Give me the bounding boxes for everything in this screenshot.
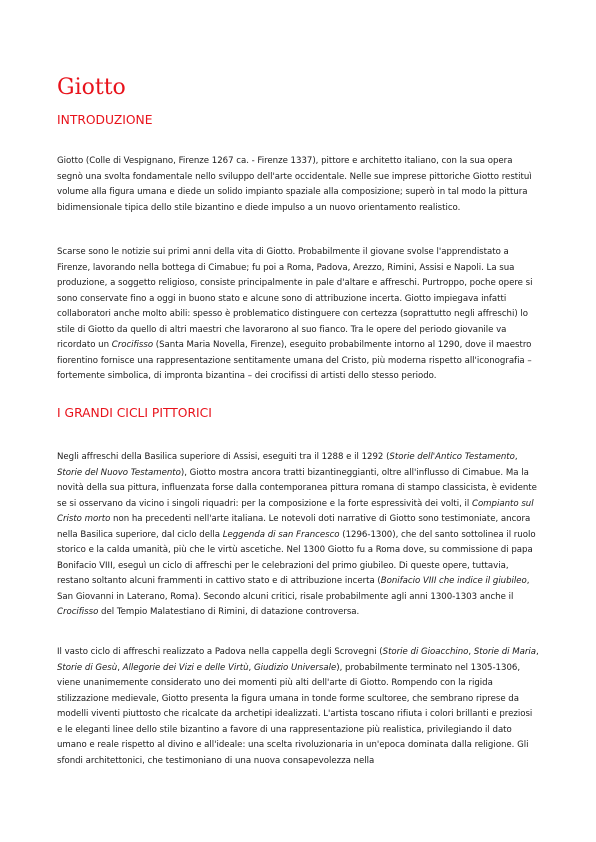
text-run: Negli affreschi della Basilica superiore di Assisi, eseguiti tra il 1288 e il 1292 ( (57, 452, 390, 462)
text-run: , (536, 647, 539, 657)
text-run: Il vasto ciclo di affreschi realizzato a Padova nella cappella degli Scrovegni ( (57, 647, 383, 657)
text-run: , (117, 662, 123, 673)
text-run: non ha precedenti nell'arte italiana. Le notevoli doti narrative di Giotto sono testimoniate, ancora nella Basilica superiore, dal ciclo della (57, 514, 531, 540)
text-run: ), probabilmente terminato nel 1305-1306, viene unanimemente considerato uno dei momenti più alti dell'arte di Giotto. Rompendo con la rigida stilizzazione medievale, Giotto presenta la figura umana in tonde forme scultoree, che sembrano riprese da modelli viventi piuttosto che ricalcate da archetipi idealizzati. L'artista toscano rifiuta i colori brillanti e preziosi e le eleganti linee dello stile bizantino a favore di una rappresentazione più realistica, privilegiando il dato umano e reale rispetto al divino e all'ideale: una scelta rivoluzionaria in un'epoca dominata dalla religione. Gli sfondi architettonici, che testimoniano di una nuova consapevolezza nella (57, 662, 533, 766)
italic-title: Crocifisso (57, 607, 99, 617)
text-run: Giotto (Colle di Vespignano, Firenze 1267 ca. - Firenze 1337), pittore e architetto italiano, con la sua opera segnò una svolta fondamentale nello sviluppo dell'arte occidentale. Nelle sue imprese pittoriche Giotto restituì volume alla figura umana e diede un solido impianto spaziale alla composizione; superò in tal modo la pittura bidimensionale tipica dello stile bizantino e diede impulso a un nuovo orientamento realistico. (57, 156, 532, 213)
section-heading-grandi-cicli: I GRANDI CICLI PITTORICI (57, 406, 212, 420)
italic-title: Bonifacio VIII che indice il giubileo (380, 576, 527, 586)
page-title: Giotto (57, 75, 126, 100)
italic-title: Leggenda di san Francesco (222, 529, 340, 540)
text-run: , (514, 452, 518, 462)
text-run: del Tempio Malatestiano di Rimini, di datazione controversa. (98, 607, 360, 617)
text-run: (Santa Maria Novella, Firenze), eseguito probabilmente intorno al 1290, dove il maestro fiorentino fornisce una rappresentazione sentitamente umana del Cristo, più moderna rispetto all'iconografia – fortemente simbolica, di impronta bizantina – dei crocifissi di artisti dello stesso periodo. (57, 340, 532, 381)
italic-title: Storie del Nuovo Testamento (57, 467, 181, 478)
italic-title: Allegorie dei Vizi e delle Virtù (122, 662, 249, 673)
italic-title: Giudizio Universale (253, 662, 337, 673)
text-run: ), Giotto mostra ancora tratti bizantineggianti, oltre all'influsso di Cimabue. Ma la novità della sua pittura, influenzata forse dalla contemporanea pittura romana di stampo classicista, è evidente se si osservano da vicino i singoli riquadri: per la composizione e la forte espressività dei volti, il (57, 467, 537, 509)
italic-title: Storie di Maria (473, 647, 537, 657)
paragraph (57, 245, 539, 385)
text-run: , (468, 647, 474, 657)
paragraph (57, 645, 539, 769)
italic-title: Crocifisso (111, 340, 154, 350)
text-run: , (248, 662, 254, 673)
italic-title: Compianto sul Cristo morto (57, 498, 534, 524)
paragraph (57, 450, 539, 621)
text-run: , San Giovanni in Laterano, Roma). Secondo alcuni critici, risale probabilmente agli anni 1300-1303 anche il (57, 576, 530, 602)
section-heading-introduzione: INTRODUZIONE (57, 113, 153, 127)
text-run: (1296-1300), che del santo sottolinea il ruolo storico e la calda umanità, più che le virtù ascetiche. Nel 1300 Giotto fu a Roma dove, su commissione di papa Bonifacio VIII, eseguì un ciclo di affreschi per le celebrazioni del primo giubileo. Di queste opere, tuttavia, restano soltanto alcuni frammenti in cattivo stato e di attribuzione incerta ( (57, 529, 536, 586)
paragraph (57, 154, 539, 216)
italic-title: Storie di Gesù (57, 662, 118, 673)
italic-title: Storie dell'Antico Testamento (389, 452, 515, 462)
italic-title: Storie di Gioacchino (382, 647, 469, 657)
text-run: Scarse sono le notizie sui primi anni della vita di Giotto. Probabilmente il giovane svolse l'apprendistato a Firenze, lavorando nella bottega di Cimabue; fu poi a Roma, Padova, Arezzo, Rimini, Assisi e Napoli. La sua produzione, a soggetto religioso, consiste principalmente in pale d'altare e affreschi. Purtroppo, poche opere si sono conservate fino a oggi in buono stato e alcune sono di attribuzione incerta. Giotto impiegava infatti collaboratori anche molto abili: spesso è problematico distinguere con certezza (soprattutto negli affreschi) lo stile di Giotto da quello di altri maestri che lavorarono al suo fianco. Tra le opere del periodo giovanile va ricordato un (57, 247, 533, 350)
